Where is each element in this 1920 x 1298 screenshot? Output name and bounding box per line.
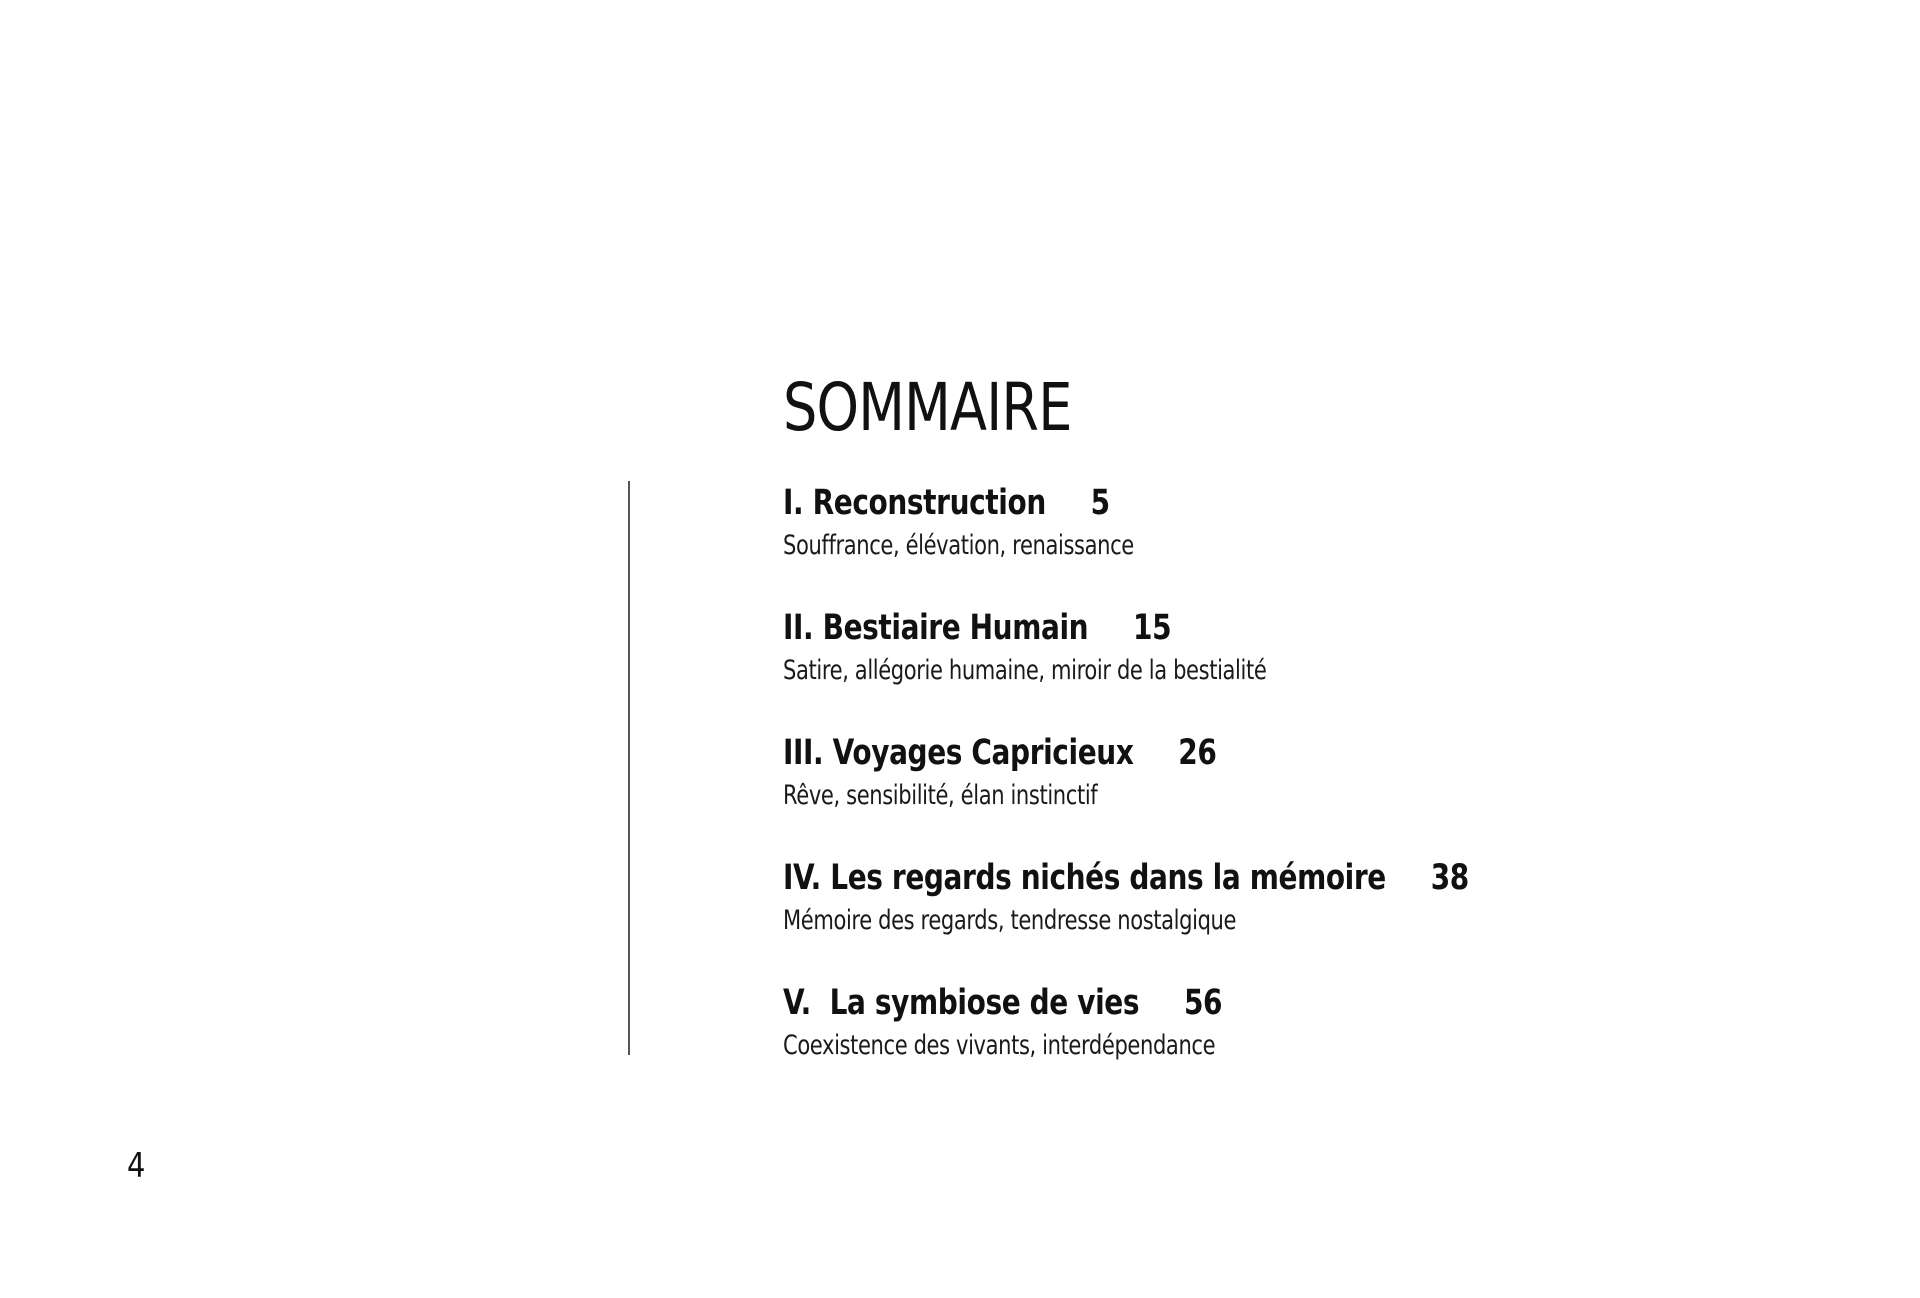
toc-entry-title: III. Voyages Capricieux xyxy=(783,733,1134,773)
toc-entry-heading-row xyxy=(783,478,1583,528)
toc-entry-4 xyxy=(783,853,1783,978)
toc-entry-2 xyxy=(783,603,1783,728)
vertical-divider xyxy=(628,481,630,1055)
toc-entry-title: IV. Les regards nichés dans la mémoire xyxy=(783,858,1386,898)
toc-entry-subtitle: Mémoire des regards, tendresse nostalgique xyxy=(783,905,1237,936)
toc-entry-page-number: 26 xyxy=(1178,733,1217,773)
table-of-contents xyxy=(783,478,1783,1103)
toc-entry-page-number: 5 xyxy=(1090,483,1110,523)
toc-entry-heading-row xyxy=(783,853,1583,903)
toc-entry-subtitle: Souffrance, élévation, renaissance xyxy=(783,530,1134,561)
toc-entry-subtitle: Rêve, sensibilité, élan instinctif xyxy=(783,780,1098,811)
toc-entry-heading-row xyxy=(783,728,1583,778)
toc-entry-title: II. Bestiaire Humain xyxy=(783,608,1089,648)
toc-entry-title: V. La symbiose de vies xyxy=(783,983,1140,1023)
toc-entry-3 xyxy=(783,728,1783,853)
page-title: SOMMAIRE xyxy=(783,369,1072,446)
toc-entry-title: I. Reconstruction xyxy=(783,483,1046,523)
toc-entry-1 xyxy=(783,478,1783,603)
toc-entry-heading-row xyxy=(783,603,1583,653)
toc-entry-page-number: 38 xyxy=(1430,858,1469,898)
toc-entry-page-number: 56 xyxy=(1183,983,1223,1023)
toc-entry-5 xyxy=(783,978,1783,1103)
toc-entry-heading-row xyxy=(783,978,1583,1028)
toc-entry-subtitle: Coexistence des vivants, interdépendance xyxy=(783,1030,1216,1061)
page-number: 4 xyxy=(127,1146,146,1186)
toc-entry-page-number: 15 xyxy=(1133,608,1172,648)
toc-entry-subtitle: Satire, allégorie humaine, miroir de la bestialité xyxy=(783,655,1267,686)
